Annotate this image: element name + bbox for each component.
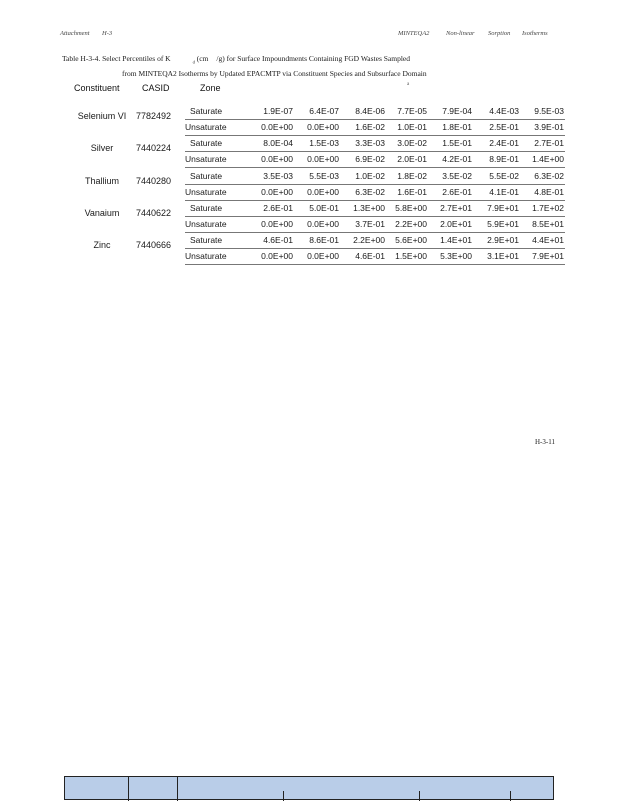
percentile-value: 5.5E-02 [489,170,519,181]
casid-value: 7440666 [136,240,172,251]
constituent-name: Vanaium [84,207,120,218]
percentile-value: 1.5E-01 [442,138,472,149]
constituent-name: Silver [90,143,114,154]
percentile-value: 1.6E-01 [397,186,427,197]
percentile-value: 3.7E-01 [355,218,385,229]
percentile-value: 3.9E-01 [534,122,564,132]
header-title-nonlinear: Non-linear [446,30,475,37]
table-row [185,233,564,248]
header-attachment-label: Attachment [60,30,90,37]
strip-divider [177,777,178,801]
table-row [185,152,564,167]
column-header-casid: CASID [142,83,170,93]
table-row [185,201,564,216]
percentile-value: 4.1E-01 [489,186,519,197]
header-title-minteqa2: MINTEQA2 [398,30,430,37]
percentile-value: 3.0E-02 [397,138,427,149]
percentile-value: 2.7E+01 [440,202,472,213]
caption-unit: (cm [196,54,209,63]
caption-unit-end: /g) for Surface Impoundments Containing FGD Wastes Sampled [216,54,411,63]
table-caption-line-1 [62,53,482,68]
percentile-value: 4.4E+01 [532,235,564,246]
percentile-value: 4.6E-01 [263,235,293,246]
column-header-zone: Zone [200,83,221,93]
percentile-value: 5.3E+00 [440,251,472,262]
zone-label: Unsaturate [185,218,227,229]
percentile-value: 3.1E+01 [487,251,519,262]
percentile-value: 1.9E-07 [263,106,293,116]
casid-value: 7782492 [136,111,172,121]
zone-label: Saturate [190,202,223,213]
percentile-value: 1.3E+00 [353,202,385,213]
percentile-value: 8.0E-04 [263,138,293,149]
percentile-value: 1.6E-02 [355,122,385,132]
percentile-value: 4.6E-01 [355,251,385,262]
zone-label: Unsaturate [185,186,227,197]
percentile-value: 2.6E-01 [442,186,472,197]
percentile-value: 6.3E-02 [534,170,564,181]
percentile-value: 4.2E-01 [442,154,472,165]
percentile-value: 5.8E+00 [395,202,427,213]
bottom-table-strip [64,776,554,800]
header-title-sorption: Sorption [488,30,511,37]
zone-label: Unsaturate [185,122,227,132]
percentile-value: 0.0E+00 [261,122,293,132]
percentile-value: 8.4E-06 [355,106,385,116]
percentile-value: 4.8E-01 [534,186,564,197]
percentile-value: 7.9E-04 [442,106,472,116]
percentile-value: 5.5E-03 [309,170,339,181]
column-header-constituent: Constituent [74,83,120,93]
page-number: H-3-11 [535,438,555,446]
header-attachment-number: H-3 [102,30,113,37]
constituent-name: Selenium VI [77,111,127,121]
caption-subscript: d [192,59,195,65]
header-title-isotherms: Isotherms [522,30,548,37]
table-row [185,136,564,151]
strip-divider [128,777,129,801]
footnote-marker: a [407,82,410,87]
zone-label: Unsaturate [185,251,227,262]
table-row [185,104,564,119]
table-row [185,120,564,135]
percentile-value: 0.0E+00 [261,186,293,197]
percentile-value: 5.9E+01 [487,218,519,229]
percentile-value: 0.0E+00 [307,251,339,262]
percentile-value: 5.6E+00 [395,235,427,246]
percentile-value: 0.0E+00 [307,154,339,165]
percentile-value: 1.5E+00 [395,251,427,262]
zone-label: Saturate [190,106,223,116]
percentile-value: 4.4E-03 [489,106,519,116]
percentile-value: 8.9E-01 [489,154,519,165]
percentile-value: 2.2E+00 [353,235,385,246]
percentile-value: 6.3E-02 [355,186,385,197]
percentile-value: 3.3E-03 [355,138,385,149]
percentile-value: 1.0E-01 [397,122,427,132]
percentile-value: 7.9E+01 [532,251,564,262]
percentile-value: 1.5E-03 [309,138,339,149]
table-row [185,185,564,200]
zone-label: Saturate [190,170,223,181]
table-caption-line-2: from MINTEQA2 Isotherms by Updated EPACMTP via Constituent Species and Subsurface Domain [122,68,427,78]
percentile-value: 1.7E+02 [532,202,564,213]
zone-label: Unsaturate [185,154,227,165]
percentile-value: 0.0E+00 [307,186,339,197]
caption-title: Table H-3-4. Select Percentiles of K [62,54,171,63]
percentile-value: 1.0E-02 [355,170,385,181]
table-caption [62,53,482,79]
table-row [185,249,564,264]
percentile-value: 0.0E+00 [307,218,339,229]
percentile-value: 5.0E-01 [309,202,339,213]
casid-value: 7440224 [136,143,172,154]
percentile-value: 1.8E-01 [442,122,472,132]
percentile-value: 1.4E+01 [440,235,472,246]
percentile-value: 2.7E-01 [534,138,564,149]
percentile-value: 2.0E+01 [440,218,472,229]
percentile-value: 2.0E-01 [397,154,427,165]
row-divider [185,264,565,265]
zone-label: Saturate [190,235,223,246]
percentile-value: 2.6E-01 [263,202,293,213]
constituent-name: Zinc [93,240,111,251]
table-row [185,169,564,184]
percentile-value: 6.9E-02 [355,154,385,165]
percentile-value: 7.9E+01 [487,202,519,213]
percentile-value: 2.2E+00 [395,218,427,229]
percentile-value: 2.5E-01 [489,122,519,132]
constituent-name: Thallium [84,175,119,186]
percentile-value: 3.5E-02 [442,170,472,181]
table-row [185,217,564,232]
percentile-value: 2.9E+01 [487,235,519,246]
percentile-value: 2.4E-01 [489,138,519,149]
percentile-value: 7.7E-05 [397,106,427,116]
zone-label: Saturate [190,138,223,149]
percentile-value: 0.0E+00 [261,218,293,229]
percentile-value: 9.5E-03 [534,106,564,116]
percentile-value: 8.6E-01 [309,235,339,246]
percentile-value: 6.4E-07 [309,106,339,116]
percentile-value: 0.0E+00 [307,122,339,132]
percentile-value: 0.0E+00 [261,154,293,165]
percentile-value: 8.5E+01 [532,218,564,229]
casid-value: 7440622 [136,207,172,218]
casid-value: 7440280 [136,175,172,186]
percentile-value: 1.8E-02 [397,170,427,181]
percentile-value: 3.5E-03 [263,170,293,181]
percentile-value: 0.0E+00 [261,251,293,262]
percentile-value: 1.4E+00 [532,154,564,165]
